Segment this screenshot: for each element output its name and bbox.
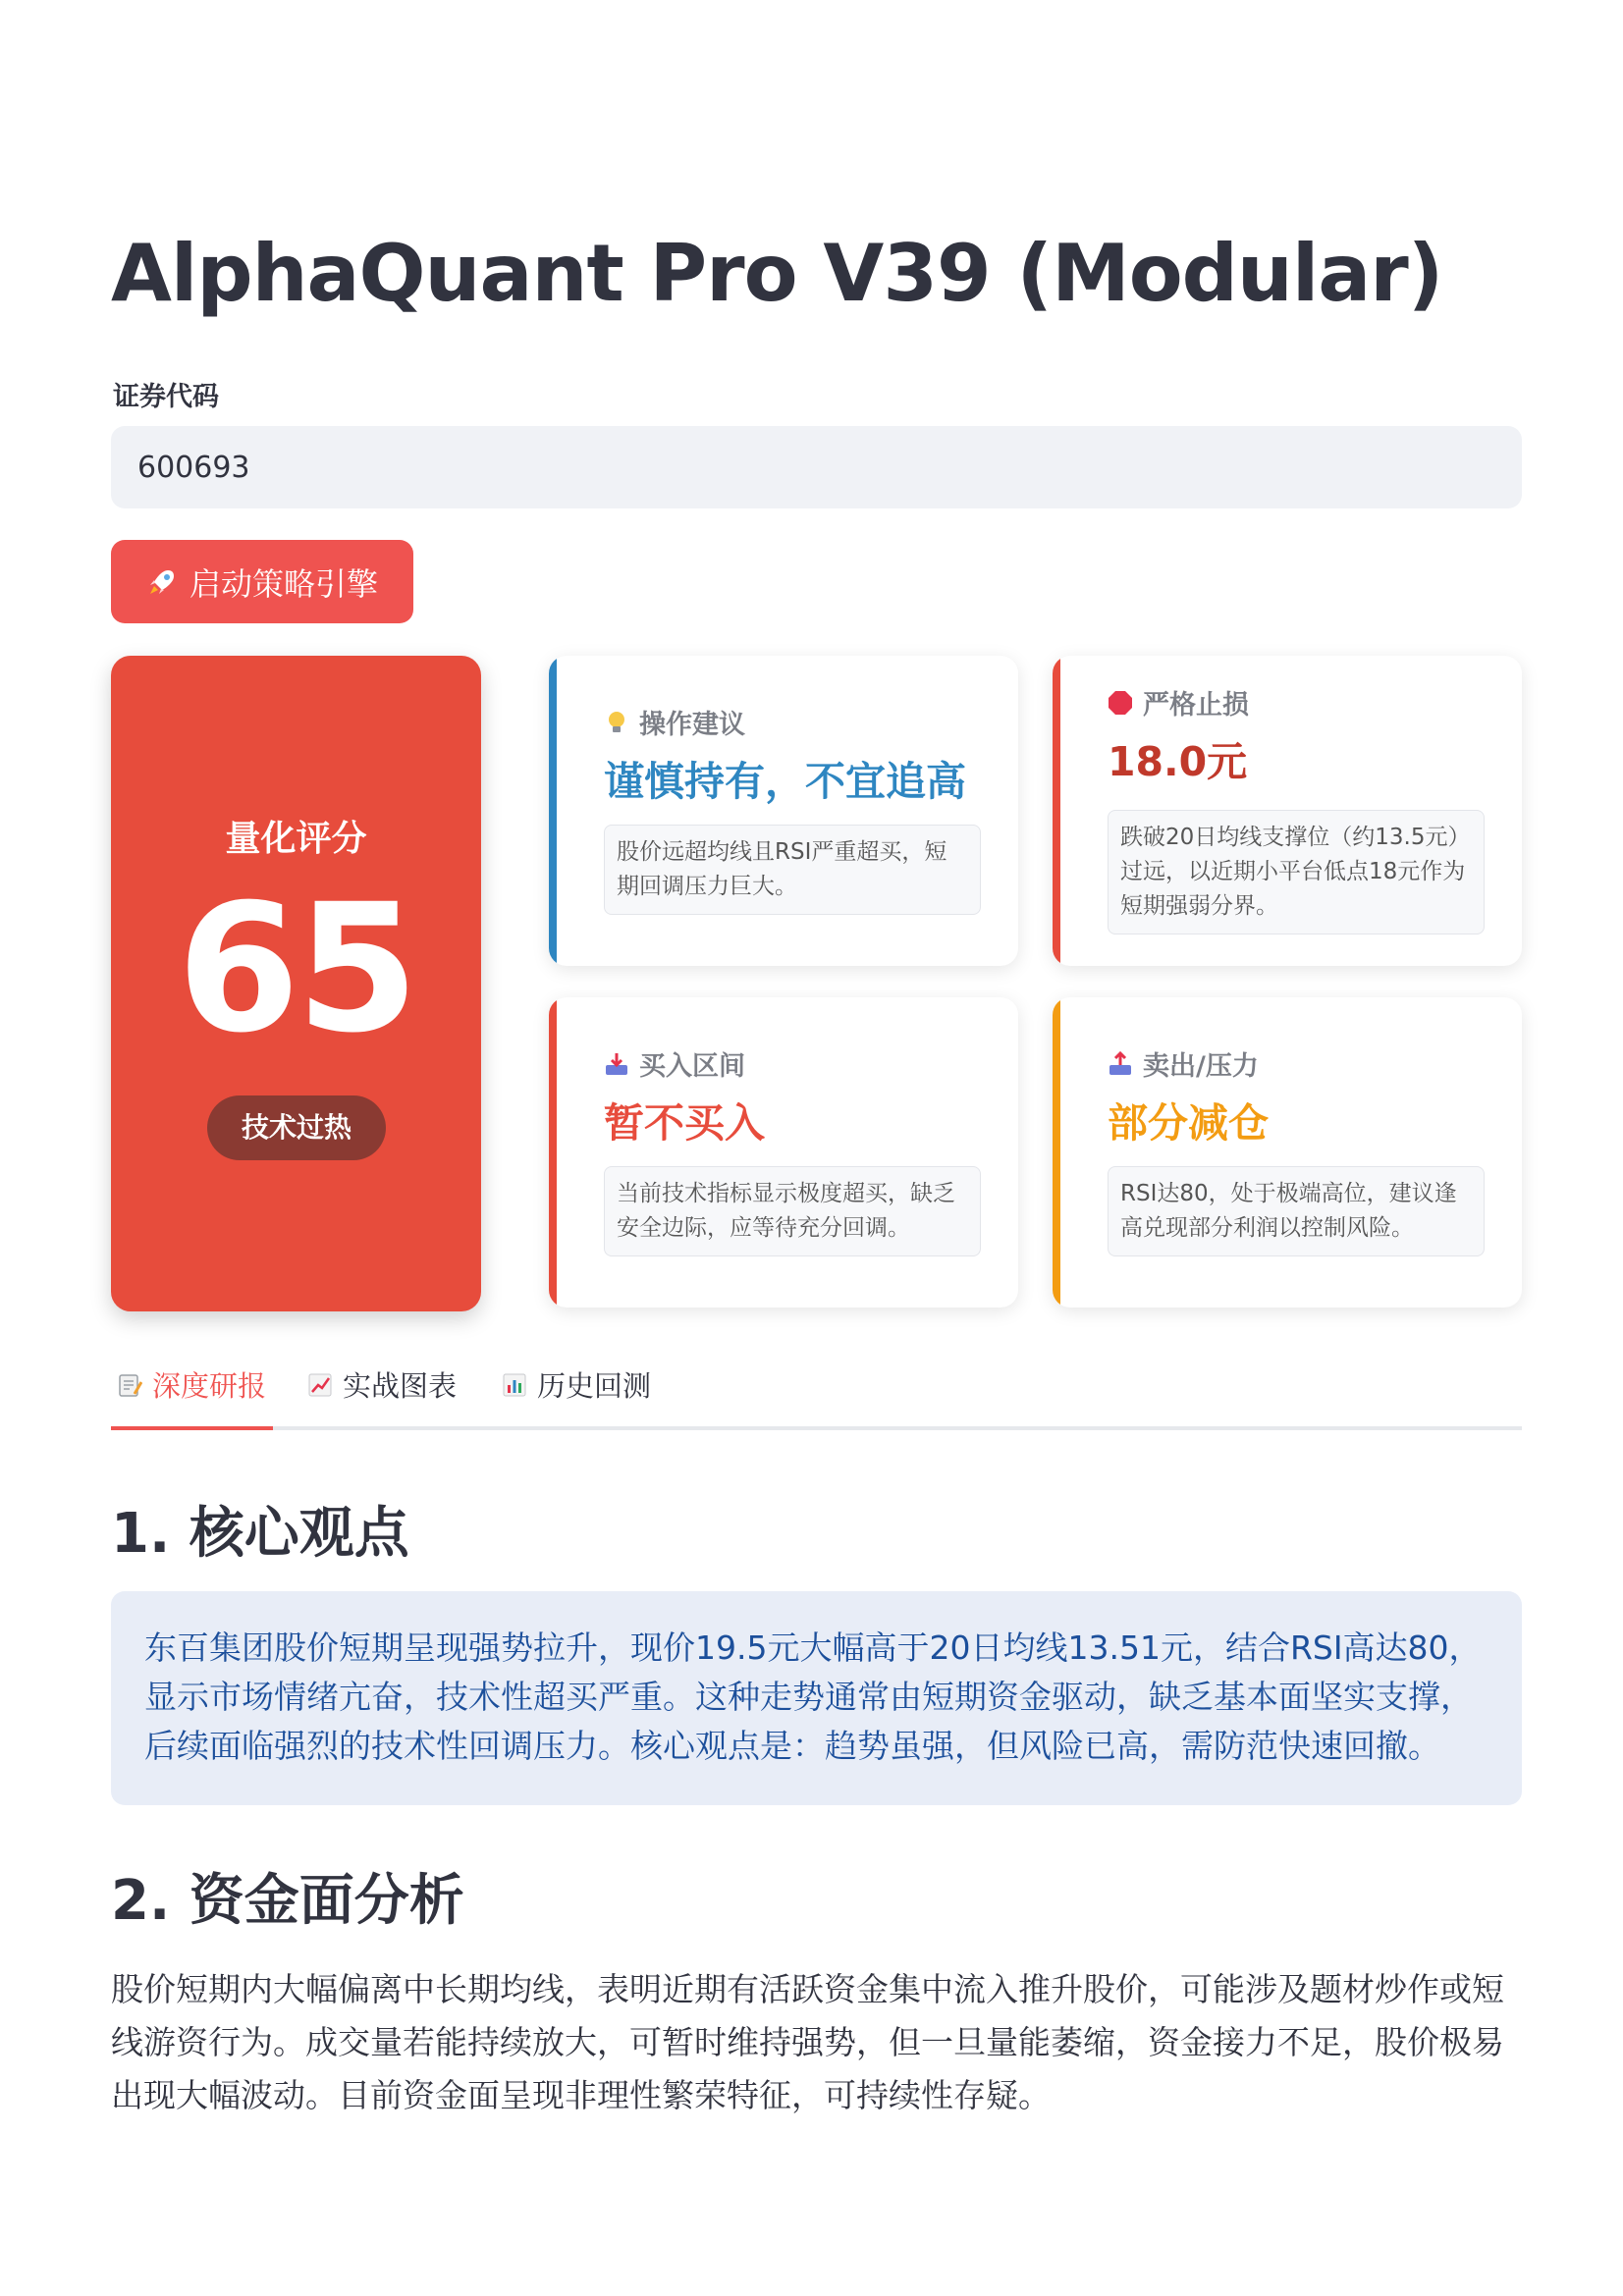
buy-range-value: 暂不买入: [604, 1099, 765, 1147]
sell-pressure-card-title: 卖出/压力: [1143, 1051, 1259, 1082]
tab-history-backtest[interactable]: [502, 1364, 651, 1405]
tab-live-chart-label: 实战图表: [343, 1369, 458, 1403]
buy-range-card-title: 买入区间: [639, 1051, 745, 1082]
buy-range-accent-bar: [549, 997, 557, 1308]
score-value: 65: [177, 867, 415, 1072]
score-status-badge: 技术过热: [207, 1095, 386, 1160]
core-view-text: 东百集团股价短期呈现强势拉升，现价19.5元大幅高于20日均线13.51元，结合RSI高达80，显示市场情绪亢奋，技术性超买严重。这种走势通常由短期资金驱动，缺乏基本面坚实支撑，后续面临强烈的技术性回调压力。核心观点是：趋势虽强，但风险已高，需防范快速回撤。: [144, 1629, 1482, 1765]
core-view-info-box: [111, 1591, 1522, 1805]
inbox-tray-icon: [604, 1051, 629, 1077]
stop-loss-note: 跌破20日均线支撑位（约13.5元）过远，以近期小平台低点18元作为短期强弱分界。: [1108, 810, 1485, 934]
stop-sign-icon: [1108, 690, 1133, 716]
advice-note: 股价远超均线且RSI严重超买，短期回调压力巨大。: [604, 825, 981, 915]
sell-pressure-card: [1053, 997, 1522, 1308]
stop-loss-card-header: [1108, 683, 1249, 721]
sell-pressure-note: RSI达80，处于极端高位，建议逢高兑现部分利润以控制风险。: [1108, 1166, 1485, 1256]
run-strategy-button-label: 启动策略引擎: [189, 564, 378, 603]
stop-loss-accent-bar: [1053, 656, 1060, 966]
tab-history-backtest-label: 历史回测: [537, 1369, 652, 1403]
page-title: AlphaQuant Pro V39 (Modular): [111, 228, 1443, 319]
advice-card-title: 操作建议: [639, 710, 745, 740]
sell-pressure-accent-bar: [1053, 997, 1060, 1308]
bar-chart-icon: [502, 1372, 527, 1398]
lightbulb-icon: [604, 710, 629, 735]
stop-loss-card: [1053, 656, 1522, 966]
tab-deep-research-label: 深度研报: [152, 1369, 267, 1403]
advice-card: [549, 656, 1018, 966]
stop-loss-card-title: 严格止损: [1143, 690, 1249, 721]
capital-analysis-text: 股价短期内大幅偏离中长期均线，表明近期有活跃资金集中流入推升股价，可能涉及题材炒作或短线游资行为。成交量若能持续放大，可暂时维持强势，但一旦量能萎缩，资金接力不足，股价极易出现大幅波动。目前资金面呈现非理性繁荣特征，可持续性存疑。: [111, 1970, 1504, 2114]
sell-pressure-card-header: [1108, 1044, 1259, 1083]
sell-pressure-value: 部分减仓: [1108, 1099, 1269, 1147]
chart-increasing-icon: [307, 1372, 333, 1398]
tab-deep-research[interactable]: [117, 1364, 266, 1405]
active-tab-indicator: [111, 1426, 273, 1430]
outbox-tray-icon: [1108, 1051, 1133, 1077]
tabs-divider: [111, 1426, 1522, 1430]
rocket-icon: [146, 566, 178, 598]
buy-range-card: [549, 997, 1018, 1308]
report-tabs: [111, 1355, 1522, 1430]
quant-score-card: [111, 656, 481, 1311]
stop-loss-value: 18.0元: [1108, 738, 1248, 785]
security-code-label: 证券代码: [113, 382, 219, 412]
advice-value: 谨慎持有，不宜追高: [604, 758, 966, 805]
memo-icon: [117, 1372, 142, 1398]
security-code-input[interactable]: [111, 426, 1522, 508]
run-strategy-button[interactable]: [111, 540, 413, 623]
section-heading-core-view: 1. 核心观点: [111, 1502, 409, 1566]
section-heading-capital-analysis: 2. 资金面分析: [111, 1869, 464, 1933]
score-label: 量化评分: [225, 819, 367, 859]
buy-range-card-header: [604, 1044, 745, 1083]
buy-range-note: 当前技术指标显示极度超买，缺乏安全边际，应等待充分回调。: [604, 1166, 981, 1256]
tab-live-chart[interactable]: [307, 1364, 457, 1405]
advice-card-header: [604, 703, 745, 741]
advice-accent-bar: [549, 656, 557, 966]
